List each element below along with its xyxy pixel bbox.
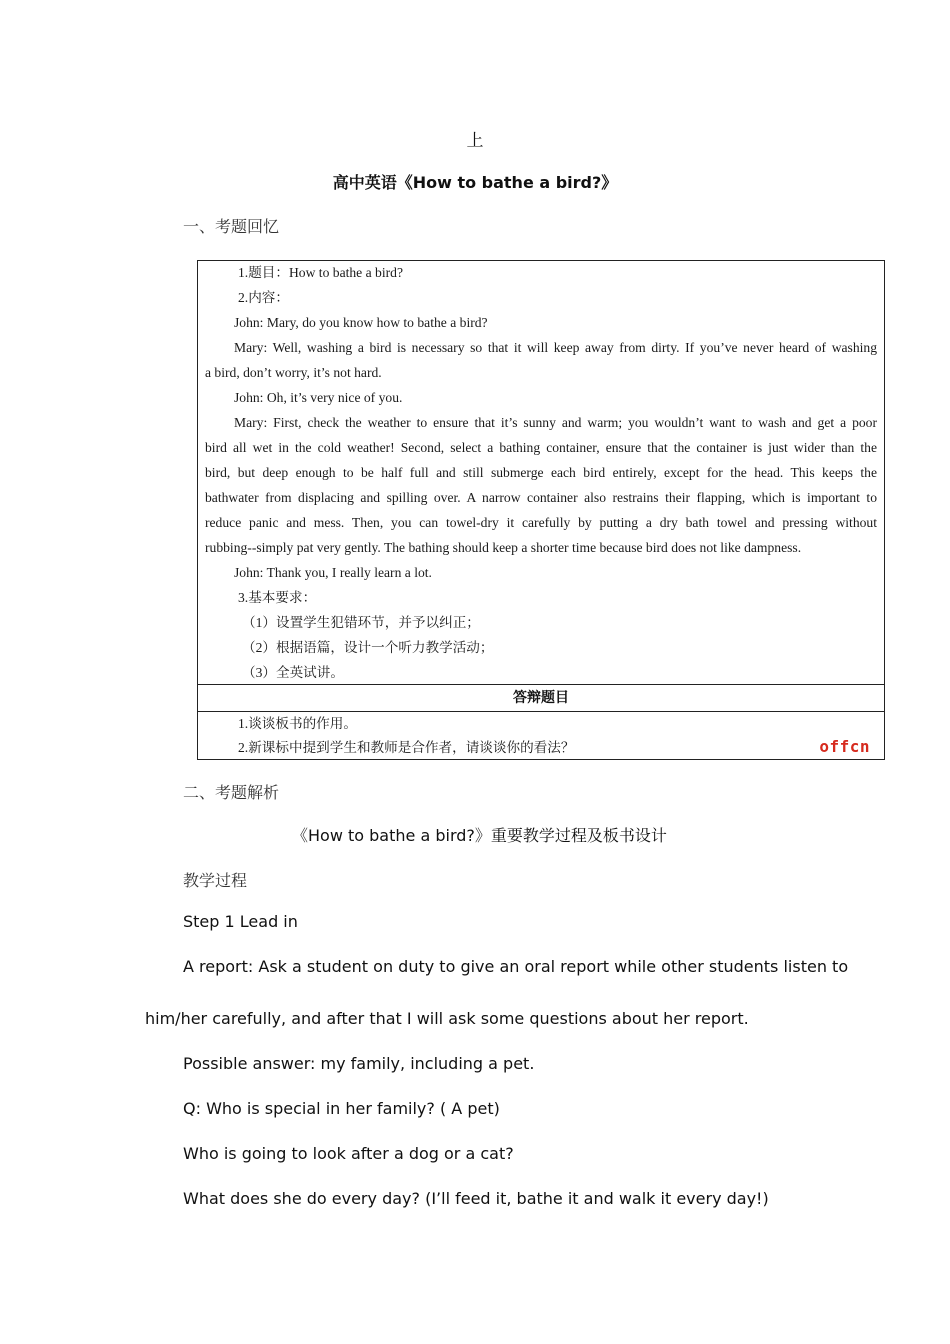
- question-line: What does she do every day? (I’ll feed it, bathe it and walk it every day!): [183, 1189, 769, 1208]
- defense-item: 1.谈谈板书的作用。: [238, 716, 357, 731]
- box-line: John: Oh, it’s very nice of you.: [234, 390, 403, 405]
- section-heading-analysis: 二、考题解析: [183, 783, 280, 802]
- box-line: rubbing--simply pat very gently. The bathing should keep a shorter time because bird does not like dampness.: [205, 540, 802, 555]
- process-heading: 教学过程: [183, 871, 248, 890]
- offcn-logo: offcn: [819, 737, 870, 756]
- defense-item: 2.新课标中提到学生和教师是合作者，请谈谈你的看法？: [238, 740, 575, 755]
- analysis-subtitle: 《How to bathe a bird?》重要教学过程及板书设计: [292, 826, 667, 845]
- box-line: （3）全英试讲。: [242, 665, 344, 680]
- box-line: Mary: First, check the weather to ensure that it’s sunny and warm; you wouldn’t want to wash and get a poor: [234, 415, 877, 430]
- box-line: Mary: Well, washing a bird is necessary so that it will keep away from dirty. If you’ve never heard of washing: [234, 340, 877, 355]
- page-title: 高中英语《How to bathe a bird?》: [332, 173, 618, 192]
- box-line: 1.题目：How to bathe a bird?: [238, 265, 403, 280]
- box-line: a bird, don’t worry, it’s not hard.: [205, 365, 382, 380]
- box-line: John: Thank you, I really learn a lot.: [234, 565, 432, 580]
- box-line: 2.内容：: [238, 290, 289, 305]
- section-heading-recall: 一、考题回忆: [183, 217, 280, 236]
- box-line: （1）设置学生犯错环节，并予以纠正；: [242, 615, 480, 630]
- box-line: 3.基本要求：: [238, 590, 317, 605]
- question-line: Q: Who is special in her family? ( A pet): [183, 1099, 500, 1118]
- box-line: （2）根据语篇，设计一个听力教学活动；: [242, 640, 494, 655]
- paragraph-line: Possible answer: my family, including a pet.: [183, 1054, 535, 1073]
- box-line: reduce panic and mess. Then, you can towel-dry it carefully by putting a dry bath towel and pressing without: [205, 515, 877, 530]
- box-line: John: Mary, do you know how to bathe a bird?: [234, 315, 488, 330]
- box-line: bathwater from displacing and spilling over. A narrow container also restrains their flapping, which is important to: [205, 490, 877, 505]
- step-heading: Step 1 Lead in: [183, 912, 298, 931]
- question-line: Who is going to look after a dog or a cat?: [183, 1144, 514, 1163]
- paragraph-line: A report: Ask a student on duty to give an oral report while other students listen to: [183, 957, 849, 976]
- defense-header: 答辩题目: [513, 690, 569, 706]
- paragraph-line: him/her carefully, and after that I will ask some questions about her report.: [145, 1009, 749, 1028]
- box-line: bird, but deep enough to be half full and still submerge each bird entirely, except for the head. This keeps the: [205, 465, 877, 480]
- header-mark: 上: [466, 131, 484, 151]
- exam-question-box: [197, 260, 885, 760]
- box-line: bird all wet in the cold weather! Second, select a bathing container, ensure that the container is just wider than the: [205, 440, 877, 455]
